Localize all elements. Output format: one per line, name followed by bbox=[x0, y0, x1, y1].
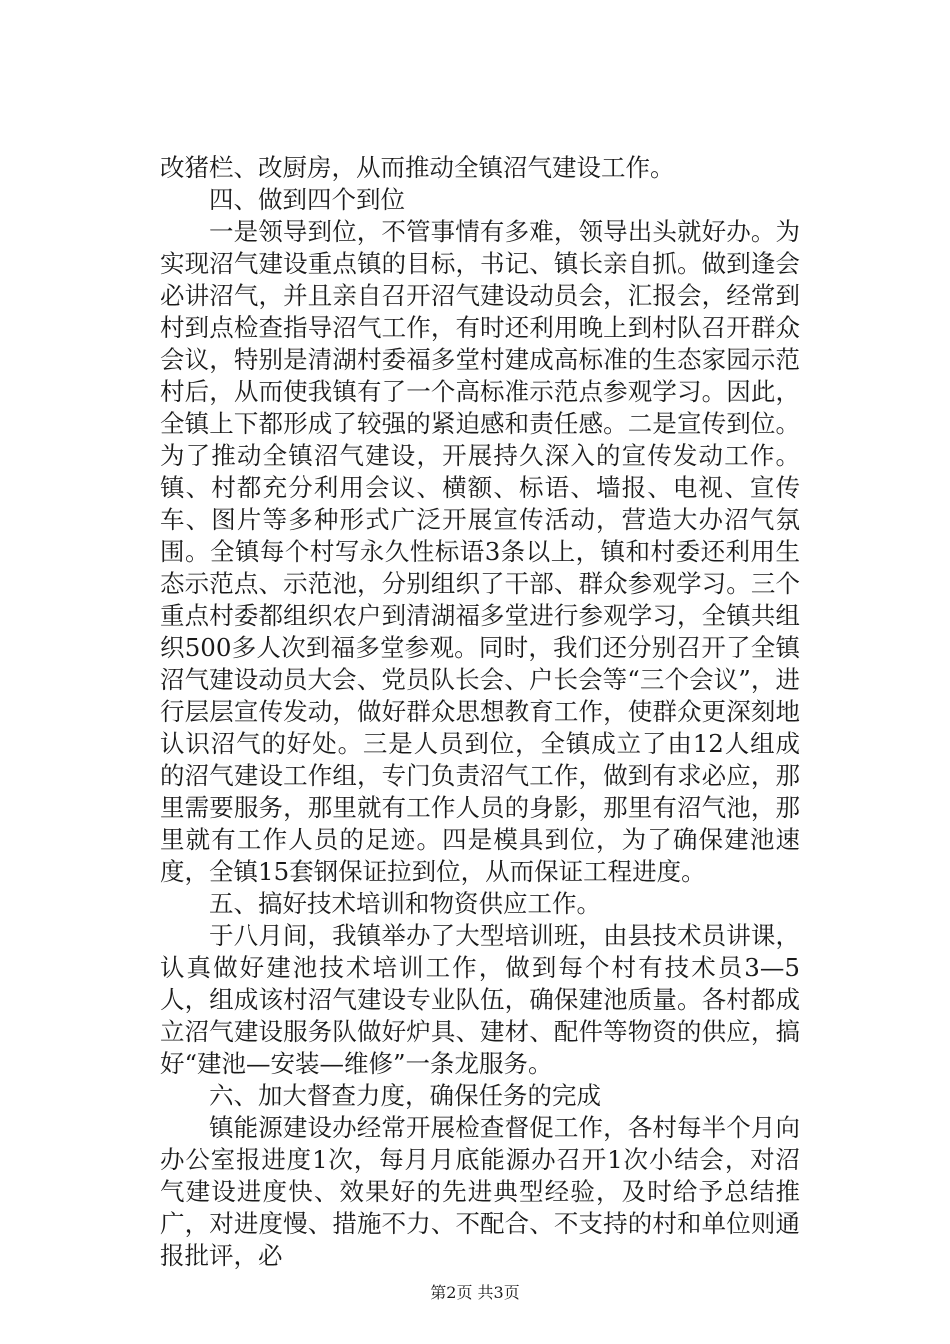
paragraph-training: 于八月间，我镇举办了大型培训班，由县技术员讲课，认真做好建池技术培训工作，做到每个村有技术员3—5人，组成该村沼气建设专业队伍，确保建池质量。各村都成立沼气建设服务队做好炉具、建材、配件等物资的供应，搞好“建池—安装—维修”一条龙服务。 bbox=[160, 921, 800, 1078]
paragraph-four-in-place: 一是领导到位，不管事情有多难，领导出头就好办。为实现沼气建设重点镇的目标，书记、镇长亲自抓。做到逢会必讲沼气，并且亲自召开沼气建设动员会，汇报会，经常到村到点检查指导沼气工作，有时还利用晚上到村队召开群众会议，特别是清湖村委福多堂村建成高标准的生态家园示范村后，从而使我镇有了一个高标准示范点参观学习。因此，全镇上下都形成了较强的紧迫感和责任感。二是宣传到位。为了推动全镇沼气建设，开展持久深入的宣传发动工作。镇、村都充分利用会议、横额、标语、墙报、电视、宣传车、图片等多种形式广泛开展宣传活动，营造大办沼气氛围。全镇每个村写永久性标语3条以上，镇和村委还利用生态示范点、示范池，分别组织了干部、群众参观学习。三个重点村委都组织农户到清湖福多堂进行参观学习，全镇共组织500多人次到福多堂参观。同时，我们还分别召开了全镇沼气建设动员大会、党员队长会、户长会等“三个会议”，进行层层宣传发动，做好群众思想教育工作，使群众更深刻地认识沼气的好处。三是人员到位，全镇成立了由12人组成的沼气建设工作组，专门负责沼气工作，做到有求必应，那里需要服务，那里就有工作人员的身影，那里有沼气池，那里就有工作人员的足迹。四是模具到位，为了确保建池速度，全镇15套钢保证拉到位，从而保证工程进度。 bbox=[160, 217, 800, 886]
document-body bbox=[160, 152, 800, 1272]
page-footer: 第2页 共3页 bbox=[430, 1283, 520, 1302]
paragraph-supervision: 镇能源建设办经常开展检查督促工作，各村每半个月向办公室报进度1次，每月月底能源办召开1次小结会，对沼气建设进度快、效果好的先进典型经验，及时给予总结推广，对进度慢、措施不力、不配合、不支持的村和单位则通报批评，必 bbox=[160, 1113, 800, 1270]
section-heading-5: 五、搞好技术培训和物资供应工作。 bbox=[209, 889, 601, 918]
paragraph-continuation: 改猪栏、改厨房，从而推动全镇沼气建设工作。 bbox=[160, 153, 675, 182]
section-heading-4: 四、做到四个到位 bbox=[209, 185, 405, 214]
section-heading-6: 六、加大督查力度，确保任务的完成 bbox=[209, 1081, 601, 1110]
